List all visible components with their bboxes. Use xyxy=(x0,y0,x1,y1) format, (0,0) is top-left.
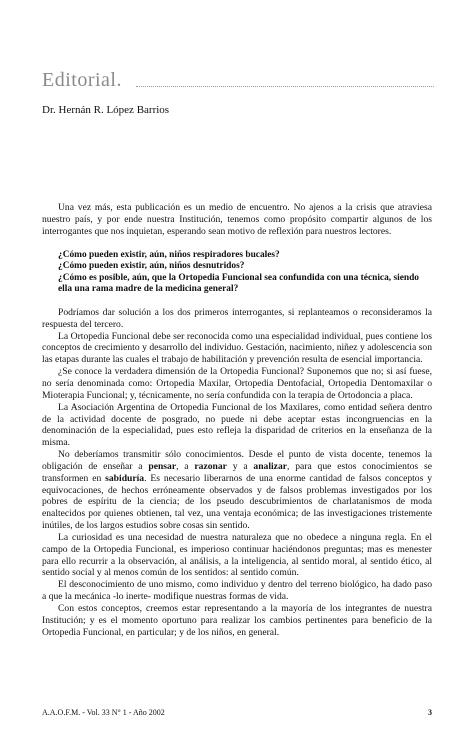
journal-citation: A.A.O.F.M. - Vol. 33 N° 1 - Año 2002 xyxy=(42,708,165,717)
knowledge-text-1: No deberíamos transmitir sólo conocimientos. Desde el punto de vista docente, tenemos la obligación de enseñar a xyxy=(42,449,432,472)
knowledge-sep-1: , a xyxy=(176,460,195,472)
keyword-analizar: analizar xyxy=(253,460,287,472)
keyword-razonar: razonar xyxy=(194,460,227,472)
paragraph-1: Podríamos dar solución a los dos primeros interrogantes, si replanteamos o reconsideramos la respuesta del tercero. xyxy=(42,306,432,330)
knowledge-text-2: , para que estos conocimientos se transformen en xyxy=(42,460,432,484)
paragraph-conclusion: Con estos conceptos, creemos estar representando a la mayoría de los integrantes de nuestra Institución; y es el momento oportuno para realizar los cambios pertinentes para beneficio de la Ortopedia Funcional, en particular; y de los niños, en general. xyxy=(42,603,432,638)
paragraph-2: La Ortopedia Funcional debe ser reconocida como una especialidad individual, pues contiene los conceptos de crecimiento y desarrollo del individuo. Gestación, nacimiento, niñez y adolescencia son las etapas durante las cuales el trabajo de habilitación y prevención resulta de esencial importancia. xyxy=(42,330,432,366)
keyword-sabiduria: sabiduría xyxy=(105,472,145,484)
paragraph-4: La Asociación Argentina de Ortopedia Funcional de los Maxilares, como entidad señera dentro de la actividad docente de posgrado, no puede ni debe aceptar estas incongruencias en la denominación de la especialidad, pues esto refleja la disparidad de criterios en la enseñanza de la misma. xyxy=(42,401,432,449)
author-line: Dr. Hernán R. López Barrios xyxy=(42,104,170,116)
paragraph-curiosity: La curiosidad es una necesidad de nuestra naturaleza que no obedece a ninguna regla. En el campo de la Ortopedia Funcional, es imperioso continuar haciéndonos preguntas; mas es menester para ello recurrir a la observación, al análisis, a la inteligencia, al sentido moral, al sentido ético, al sentido social y al menos común de los sentidos: al sentido común. xyxy=(42,531,432,579)
paragraph-knowledge xyxy=(42,449,432,532)
page-title: Editorial. xyxy=(42,69,122,91)
question-1: ¿Cómo pueden existir, aún, niños respiradores bucales? xyxy=(58,249,280,260)
knowledge-text-3: . Es necesario liberarnos de una enorme cantidad de falsos conceptos y equivocaciones, de hechos erróneamente observados y de falsos problemas investigados por los pobres de espíritu de la ciencia; de los pseudo descubrimientos de charlatanismos de moda enaltecidos por quienes obtienen, tal vez, una ventaja económica; de las investigaciones tristemente inútiles, de los largos estudios sobre cosas sin sentido. xyxy=(42,472,432,532)
intro-paragraph: Una vez más, esta publicación es un medio de encuentro. No ajenos a la crisis que atraviesa nuestro país, y por ende nuestra Institución, tenemos como propósito compartir algunos de los interrogantes que nos inquietan, esperando sean motivo de reflexión para nuestros lectores. xyxy=(42,202,432,237)
page-footer xyxy=(42,708,432,717)
article-body xyxy=(42,202,432,639)
title-dotted-rule xyxy=(136,86,434,87)
keyword-pensar: pensar xyxy=(148,460,177,472)
questions-block xyxy=(42,250,432,296)
paragraph-self-knowledge: El desconocimiento de uno mismo, como individuo y dentro del terreno biológico, ha dado paso a que la mecánica -lo inerte- modifique nuestras formas de vida. xyxy=(42,579,432,603)
question-3: ¿Cómo es posible, aún, que la Ortopedia Funcional sea confundida con una técnica, siendo ella una rama madre de la medicina general? xyxy=(58,272,419,295)
paragraph-3: ¿Se conoce la verdadera dimensión de la Ortopedia Funcional? Suponemos que no; si así fuese, no sería denominada como: Ortopedia Maxilar, Ortopedia Dentofacial, Ortopedia Dentomaxilar o Mioterapia Funcional; y, técnicamente, no sería confundida con la terapia de Ortodoncia a placa. xyxy=(42,366,432,401)
page-number: 3 xyxy=(428,708,432,717)
question-2: ¿Cómo pueden existir, aún, niños desnutridos? xyxy=(58,261,245,272)
knowledge-sep-2: y a xyxy=(226,460,254,472)
